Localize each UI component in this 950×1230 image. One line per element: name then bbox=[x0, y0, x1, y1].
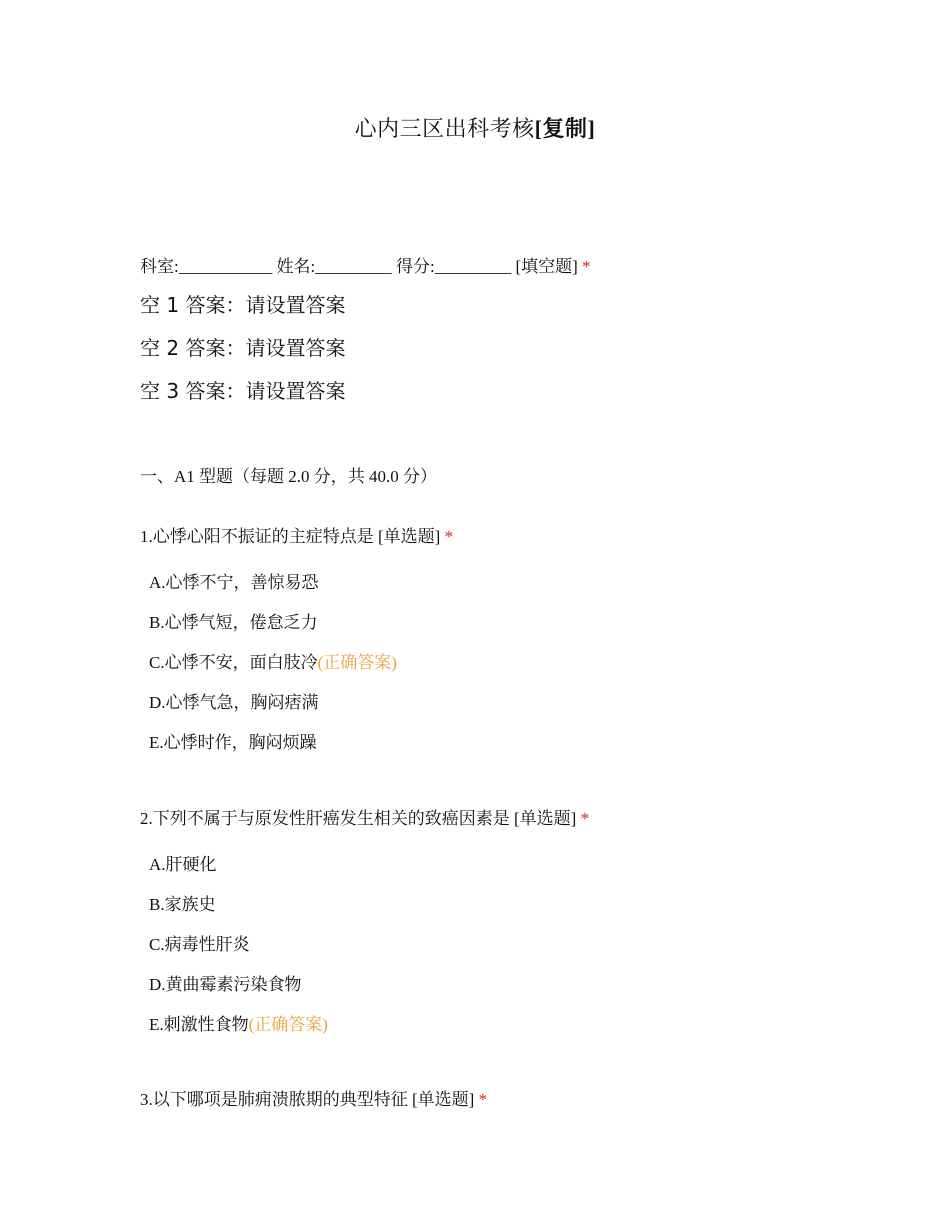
title-main: 心内三区出科考核 bbox=[354, 116, 535, 141]
score-label: 得分:_________ bbox=[395, 257, 512, 276]
required-mark: * bbox=[478, 1090, 488, 1109]
correct-tag: (正确答案) bbox=[248, 1015, 328, 1034]
question-text: 2.下列不属于与原发性肝癌发生相关的致癌因素是 bbox=[140, 809, 510, 828]
option-text: C.病毒性肝炎 bbox=[149, 935, 250, 954]
blank-answer-1: 空 1 答案：请设置答案 bbox=[140, 293, 346, 317]
option-2c bbox=[149, 930, 250, 955]
blank-answer-3: 空 3 答案：请设置答案 bbox=[140, 379, 346, 403]
option-2a bbox=[149, 850, 217, 875]
question-3 bbox=[140, 1085, 487, 1110]
required-mark: * bbox=[582, 257, 591, 276]
question-type: [单选题] bbox=[412, 1090, 475, 1109]
question-text: 1.心悸心阳不振证的主症特点是 bbox=[140, 527, 374, 546]
option-1d bbox=[149, 688, 319, 713]
name-label: 姓名:_________ bbox=[276, 257, 392, 276]
question-type: [单选题] bbox=[514, 809, 577, 828]
option-text: B.心悸气短，倦怠乏力 bbox=[149, 613, 318, 632]
question-2 bbox=[140, 804, 589, 829]
option-text: E.心悸时作，胸闷烦躁 bbox=[149, 733, 317, 752]
option-text: E.刺激性食物 bbox=[149, 1015, 249, 1034]
section-heading: 一、A1 型题（每题 2.0 分，共 40.0 分） bbox=[140, 467, 438, 486]
department-label: 科室:___________ bbox=[140, 257, 273, 276]
required-mark: * bbox=[580, 809, 590, 828]
option-1b bbox=[149, 608, 318, 633]
option-text: D.心悸气急，胸闷痞满 bbox=[149, 693, 319, 712]
correct-tag: (正确答案) bbox=[317, 653, 397, 672]
question-type: [单选题] bbox=[378, 527, 441, 546]
option-1c bbox=[149, 648, 397, 673]
option-2e bbox=[149, 1010, 328, 1035]
required-mark: * bbox=[444, 527, 454, 546]
option-2b bbox=[149, 890, 216, 915]
question-text: 3.以下哪项是肺痈溃脓期的典型特征 bbox=[140, 1090, 408, 1109]
page-title bbox=[0, 112, 950, 143]
option-2d bbox=[149, 970, 302, 995]
option-text: C.心悸不安，面白肢冷 bbox=[149, 653, 318, 672]
info-fill-question bbox=[140, 252, 591, 277]
option-text: D.黄曲霉素污染食物 bbox=[149, 975, 302, 994]
option-1a bbox=[149, 568, 319, 593]
option-text: B.家族史 bbox=[149, 895, 216, 914]
option-1e bbox=[149, 728, 317, 753]
question-1 bbox=[140, 522, 453, 547]
option-text: A.肝硬化 bbox=[149, 855, 217, 874]
option-text: A.心悸不宁，善惊易恐 bbox=[149, 573, 319, 592]
question-type: [填空题] bbox=[515, 257, 578, 276]
blank-answer-2: 空 2 答案：请设置答案 bbox=[140, 336, 346, 360]
title-suffix: [复制] bbox=[534, 116, 596, 141]
